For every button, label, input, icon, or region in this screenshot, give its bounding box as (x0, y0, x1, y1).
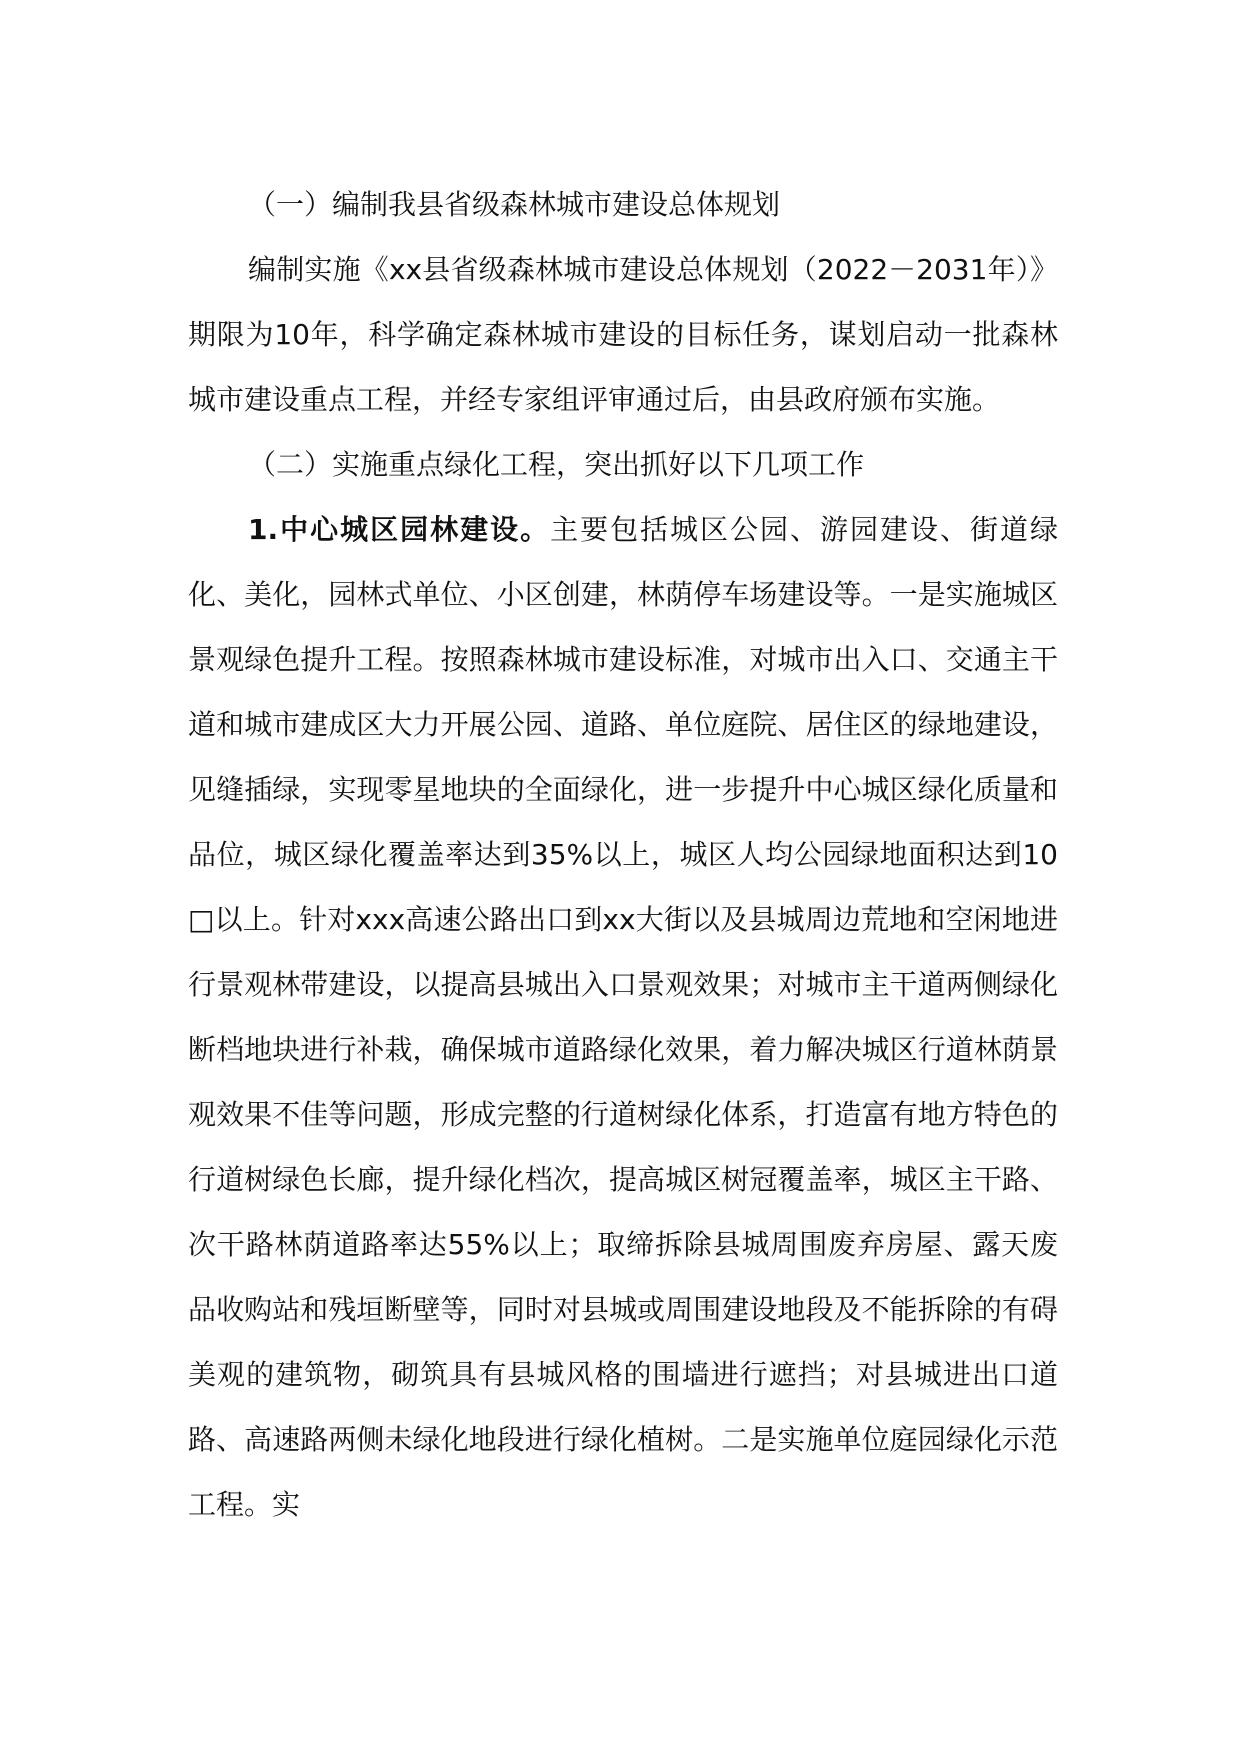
document-body (188, 172, 1058, 1537)
paragraph-2-lead: 1.中心城区园林建设。 (248, 513, 551, 546)
section-heading-1: （一）编制我县省级森林城市建设总体规划 (248, 188, 781, 221)
section-heading-2: （二）实施重点绿化工程，突出抓好以下几项工作 (248, 448, 865, 481)
paragraph-2 (188, 497, 1058, 1537)
paragraph-2-body: 主要包括城区公园、游园建设、街道绿化、美化，园林式单位、小区创建，林荫停车场建设等。一是实施城区景观绿色提升工程。按照森林城市建设标准，对城市出入口、交通主干道和城市建成区大力开展公园、道路、单位庭院、居住区的绿地建设，见缝插绿，实现零星地块的全面绿化，进一步提升中心城区绿化质量和品位，城区绿化覆盖率达到35%以上，城区人均公园绿地面积达到10□以上。针对xxx高速公路出口到xx大街以及县城周边荒地和空闲地进行景观林带建设，以提高县城出入口景观效果；对城市主干道两侧绿化断档地块进行补栽，确保城市道路绿化效果，着力解决城区行道林荫景观效果不佳等问题，形成完整的行道树绿化体系，打造富有地方特色的行道树绿色长廊，提升绿化档次，提高城区树冠覆盖率，城区主干路、次干路林荫道路率达55%以上；取缔拆除县城周围废弃房屋、露天废品收购站和残垣断壁等，同时对县城或周围建设地段及不能拆除的有碍美观的建筑物，砌筑具有县城风格的围墙进行遮挡；对县城进出口道路、高速路两侧未绿化地段进行绿化植树。二是实施单位庭园绿化示范工程。实 (188, 513, 1058, 1521)
paragraph-1: 编制实施《xx县省级森林城市建设总体规划（2022－2031年）》期限为10年，科学确定森林城市建设的目标任务，谋划启动一批森林城市建设重点工程，并经专家组评审通过后，由县政府颁布实施。 (188, 253, 1058, 416)
